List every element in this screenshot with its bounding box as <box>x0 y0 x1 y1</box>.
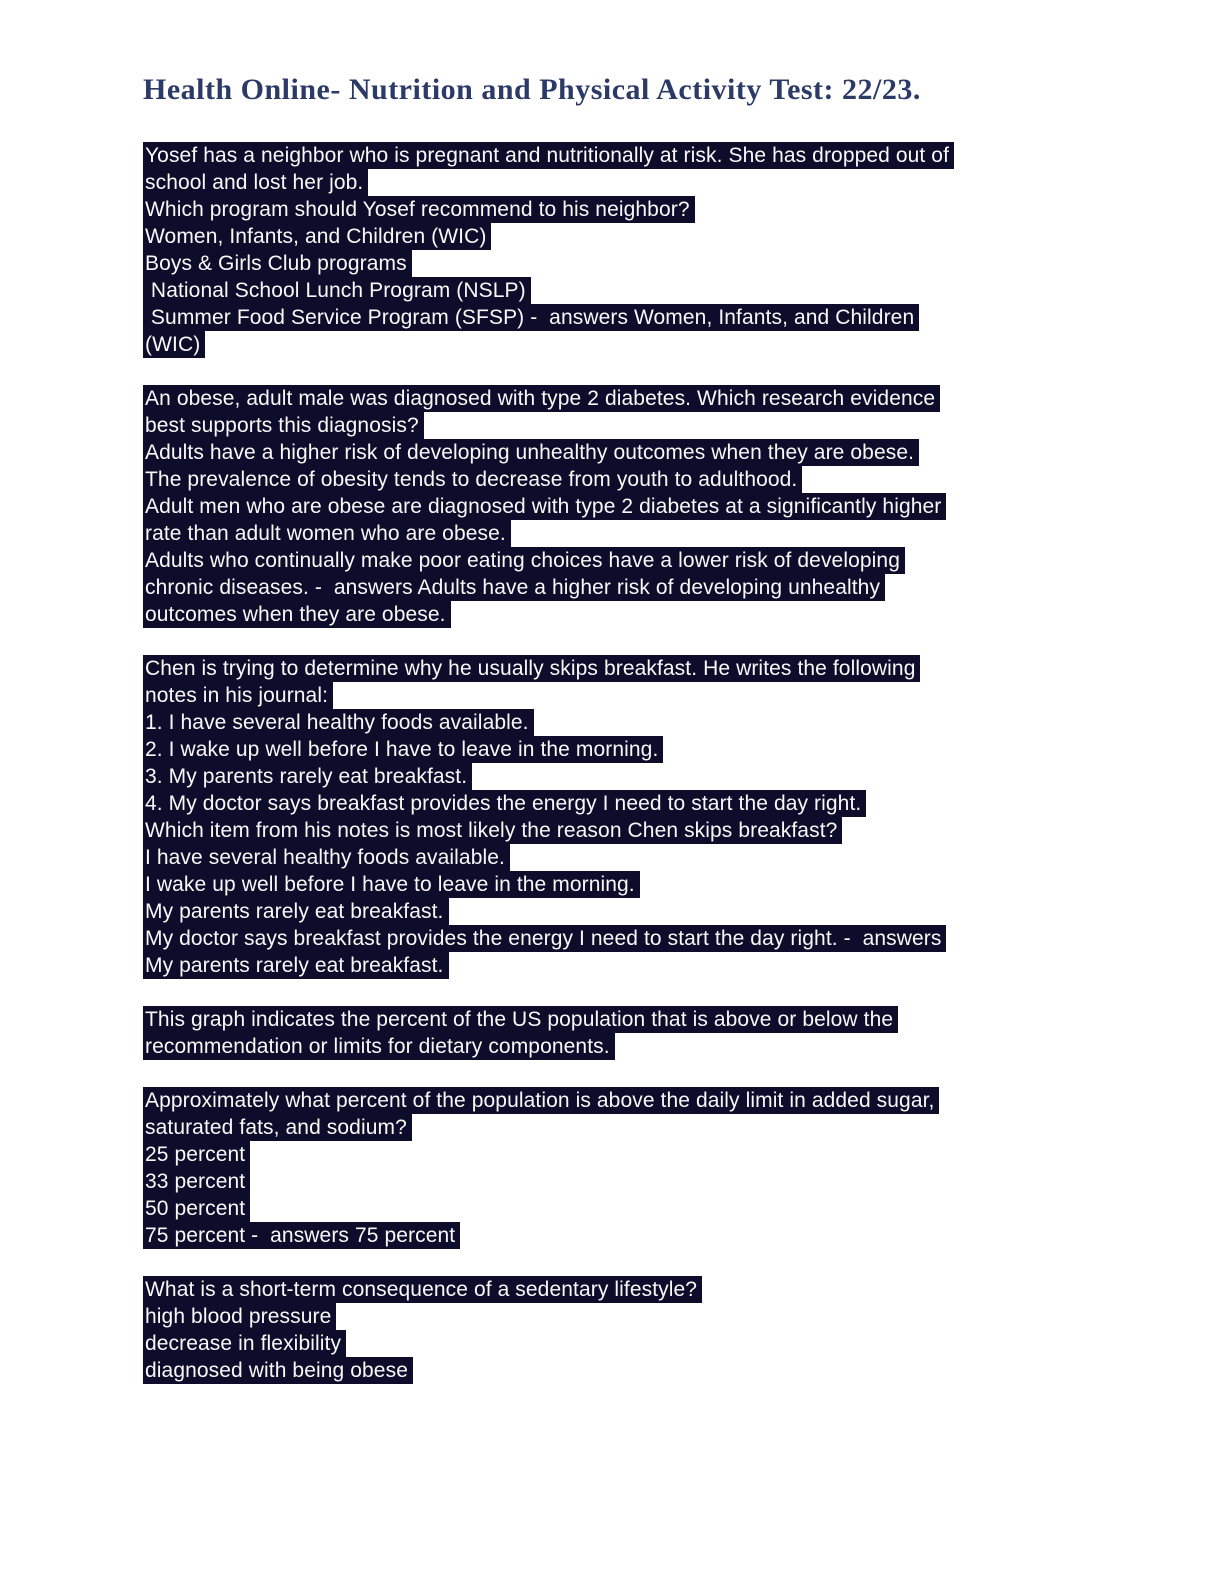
text-line <box>143 871 1164 898</box>
question-block-sedentary-lifestyle <box>143 1276 1164 1384</box>
highlighted-text: My parents rarely eat breakfast. <box>143 898 449 925</box>
highlighted-text: Approximately what percent of the population is above the daily limit in added sugar, <box>143 1087 939 1114</box>
text-line <box>143 736 1164 763</box>
highlighted-text: Summer Food Service Program (SFSP) - answers Women, Infants, and Children <box>143 304 919 331</box>
highlighted-text: The prevalence of obesity tends to decrease from youth to adulthood. <box>143 466 802 493</box>
text-line <box>143 169 1164 196</box>
highlighted-text: Boys & Girls Club programs <box>143 250 412 277</box>
document-title: Health Online- Nutrition and Physical Activity Test: 22/23. <box>143 73 921 106</box>
text-line <box>143 1276 1164 1303</box>
text-line <box>143 1033 1164 1060</box>
highlighted-text: An obese, adult male was diagnosed with type 2 diabetes. Which research evidence <box>143 385 940 412</box>
text-line <box>143 898 1164 925</box>
highlighted-text: decrease in flexibility <box>143 1330 346 1357</box>
text-line <box>143 1087 1164 1114</box>
text-line <box>143 1114 1164 1141</box>
highlighted-text: 2. I wake up well before I have to leave in the morning. <box>143 736 663 763</box>
highlighted-text: Yosef has a neighbor who is pregnant and nutritionally at risk. She has dropped out of <box>143 142 954 169</box>
highlighted-text: I wake up well before I have to leave in the morning. <box>143 871 640 898</box>
highlighted-text: diagnosed with being obese <box>143 1357 413 1384</box>
text-line <box>143 412 1164 439</box>
text-line <box>143 601 1164 628</box>
highlighted-text: notes in his journal: <box>143 682 333 709</box>
highlighted-text: saturated fats, and sodium? <box>143 1114 412 1141</box>
highlighted-text: rate than adult women who are obese. <box>143 520 511 547</box>
text-line <box>143 655 1164 682</box>
text-line <box>143 709 1164 736</box>
text-line <box>143 250 1164 277</box>
highlighted-text: This graph indicates the percent of the US population that is above or below the <box>143 1006 898 1033</box>
text-line <box>143 682 1164 709</box>
text-line <box>143 1303 1164 1330</box>
text-line <box>143 790 1164 817</box>
text-line <box>143 142 1164 169</box>
text-line <box>143 466 1164 493</box>
highlighted-text: I have several healthy foods available. <box>143 844 510 871</box>
highlighted-text: outcomes when they are obese. <box>143 601 451 628</box>
text-line <box>143 196 1164 223</box>
highlighted-text: Which item from his notes is most likely the reason Chen skips breakfast? <box>143 817 842 844</box>
highlighted-text: My doctor says breakfast provides the energy I need to start the day right. - answers <box>143 925 946 952</box>
text-line <box>143 520 1164 547</box>
highlighted-text: 4. My doctor says breakfast provides the energy I need to start the day right. <box>143 790 866 817</box>
text-line <box>143 331 1164 358</box>
highlighted-text: 3. My parents rarely eat breakfast. <box>143 763 472 790</box>
text-line <box>143 574 1164 601</box>
highlighted-text: recommendation or limits for dietary components. <box>143 1033 615 1060</box>
highlighted-text: chronic diseases. - answers Adults have a higher risk of developing unhealthy <box>143 574 885 601</box>
highlighted-text: Chen is trying to determine why he usually skips breakfast. He writes the following <box>143 655 920 682</box>
document-body <box>143 142 1164 1384</box>
text-line <box>143 439 1164 466</box>
highlighted-text: Adults who continually make poor eating choices have a lower risk of developing <box>143 547 905 574</box>
question-block-wic-program <box>143 142 1164 358</box>
text-line <box>143 763 1164 790</box>
text-line <box>143 1357 1164 1384</box>
statement-block-graph-description <box>143 1006 1164 1060</box>
question-block-daily-limit-percent <box>143 1087 1164 1249</box>
highlighted-text: 75 percent - answers 75 percent <box>143 1222 460 1249</box>
highlighted-text: What is a short-term consequence of a sedentary lifestyle? <box>143 1276 702 1303</box>
highlighted-text: 50 percent <box>143 1195 250 1222</box>
highlighted-text: high blood pressure <box>143 1303 336 1330</box>
text-line <box>143 1195 1164 1222</box>
highlighted-text: 1. I have several healthy foods available. <box>143 709 534 736</box>
highlighted-text: (WIC) <box>143 331 205 358</box>
text-line <box>143 952 1164 979</box>
highlighted-text: Women, Infants, and Children (WIC) <box>143 223 491 250</box>
text-line <box>143 277 1164 304</box>
highlighted-text: 33 percent <box>143 1168 250 1195</box>
highlighted-text: Adult men who are obese are diagnosed with type 2 diabetes at a significantly higher <box>143 493 946 520</box>
text-line <box>143 1330 1164 1357</box>
highlighted-text: National School Lunch Program (NSLP) <box>143 277 531 304</box>
text-line <box>143 1222 1164 1249</box>
text-line <box>143 1006 1164 1033</box>
text-line <box>143 547 1164 574</box>
text-line <box>143 925 1164 952</box>
highlighted-text: 25 percent <box>143 1141 250 1168</box>
text-line <box>143 223 1164 250</box>
text-line <box>143 304 1164 331</box>
highlighted-text: My parents rarely eat breakfast. <box>143 952 449 979</box>
text-line <box>143 1168 1164 1195</box>
text-line <box>143 1141 1164 1168</box>
highlighted-text: best supports this diagnosis? <box>143 412 424 439</box>
highlighted-text: Adults have a higher risk of developing unhealthy outcomes when they are obese. <box>143 439 919 466</box>
question-block-chen-breakfast <box>143 655 1164 979</box>
text-line <box>143 493 1164 520</box>
text-line <box>143 385 1164 412</box>
text-line <box>143 817 1164 844</box>
text-line <box>143 844 1164 871</box>
highlighted-text: Which program should Yosef recommend to his neighbor? <box>143 196 695 223</box>
highlighted-text: school and lost her job. <box>143 169 368 196</box>
question-block-type2-diabetes <box>143 385 1164 628</box>
